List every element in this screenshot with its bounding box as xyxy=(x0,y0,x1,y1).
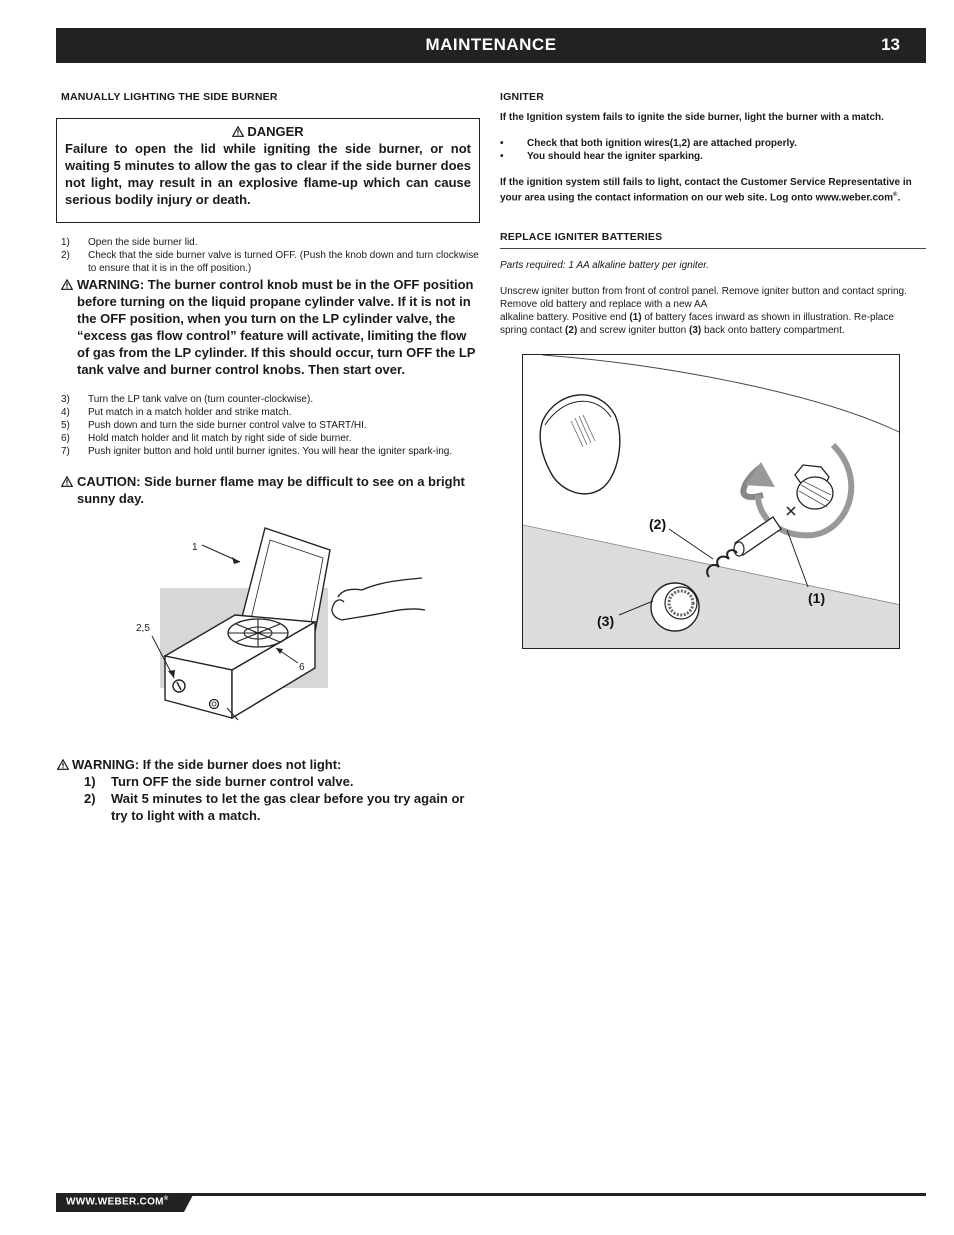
warning-not-lighting-heading: WARNING: If the side burner does not light: xyxy=(57,756,482,773)
list-item: 4) Put match in a match holder and strike match. xyxy=(61,407,292,418)
battery-instructions: Unscrew igniter button from front of control panel. Remove igniter button and contact spring. Remove old battery and replace with a new AA alkaline battery. Positive end (1) of battery faces inward as shown in illustration. Re-place spring contact (2) and screw igniter button (3) back onto battery compartment. xyxy=(500,286,907,336)
contact-text: If the ignition system still fails to light, contact the Customer Service Representative in your area using the contact information on our web site. Log onto www.weber.com®. xyxy=(500,177,912,204)
list-item: 2) Check that the side burner valve is turned OFF. (Push the knob down and turn clockwise to ensure that it is in the off position.) xyxy=(61,250,479,274)
list-item: • You should hear the igniter sparking. xyxy=(500,151,703,162)
bullet-icon: • xyxy=(500,138,504,149)
callout-1: (1) xyxy=(808,590,826,606)
page-title: MAINTENANCE xyxy=(425,35,557,54)
list-item: 1) Open the side burner lid. xyxy=(61,237,198,248)
caution-sunny-day: CAUTION: Side burner flame may be difficult to see on a bright sunny day. xyxy=(61,473,471,507)
footer-tab xyxy=(56,1193,194,1212)
figure-label-1: 1 xyxy=(192,542,198,553)
side-burner-illustration xyxy=(130,520,430,730)
control-knob xyxy=(540,395,620,494)
parts-required: Parts required: 1 AA alkaline battery per igniter. xyxy=(500,260,709,271)
list-item: 6) Hold match holder and lit match by right side of side burner. xyxy=(61,433,352,444)
list-item: 3) Turn the LP tank valve on (turn counter-clockwise). xyxy=(61,394,314,405)
footer-url[interactable]: WWW.WEBER.COM® xyxy=(66,1196,169,1208)
control-panel-surface xyxy=(523,525,900,649)
page-number: 13 xyxy=(881,35,900,54)
steps-list-b xyxy=(61,393,479,458)
warning-triangle-icon xyxy=(61,476,73,487)
warning-triangle-icon xyxy=(232,126,244,137)
igniter-intro: If the Ignition system fails to ignite the side burner, light the burner with a match. xyxy=(500,112,884,123)
section-title-igniter: IGNITER xyxy=(500,91,544,103)
igniter-battery-illustration xyxy=(522,354,900,649)
igniter-button xyxy=(210,700,219,709)
figure-label-6: 6 xyxy=(299,662,305,673)
danger-text: Failure to open the lid while igniting the side burner, or not waiting 5 minutes to allow the gas to clear if the side burner does not light, may result in an explosive flame-up which can cause serious bodily injury or death. xyxy=(65,141,471,207)
warning-triangle-icon xyxy=(61,279,73,290)
figure-label-2-5: 2,5 xyxy=(136,623,150,634)
hand-with-match xyxy=(338,578,425,620)
callout-2: (2) xyxy=(649,516,667,532)
igniter-checklist xyxy=(500,137,920,163)
danger-box xyxy=(56,118,480,223)
list-item: 1) Turn OFF the side burner control valve. xyxy=(84,774,354,789)
list-item: 5) Push down and turn the side burner control valve to START/HI. xyxy=(61,420,367,431)
list-item: 7) Push igniter button and hold until burner ignites. You will hear the igniter spark-ing. xyxy=(61,446,453,457)
steps-list-a xyxy=(61,236,479,275)
warning-not-lighting-list xyxy=(84,773,482,824)
bullet-icon: • xyxy=(500,151,504,162)
list-item: 2) Wait 5 minutes to let the gas clear before you try again or try to light with a match. xyxy=(84,791,465,823)
callout-3: (3) xyxy=(597,613,615,629)
warning-not-lighting xyxy=(57,756,482,824)
list-item: • Check that both ignition wires(1,2) are attached properly. xyxy=(500,138,797,149)
page-header xyxy=(56,28,926,63)
section-title-manual-lighting: MANUALLY LIGHTING THE SIDE BURNER xyxy=(61,91,278,103)
danger-heading: DANGER xyxy=(57,124,479,139)
warning-lp-cylinder: WARNING: The burner control knob must be in the OFF position before turning on the liquid propane cylinder valve. If it is not in the OFF position, when you turn on the LP cylinder valve, the “excess gas flow control” feature will activate, limiting the flow of gas from the LP cylinder. If this should occur, turn OFF the LP tank valve and burner control knobs. Then start over. xyxy=(61,276,481,378)
warning-triangle-icon xyxy=(57,759,69,770)
section-divider xyxy=(500,248,926,249)
section-title-replace-batteries: REPLACE IGNITER BATTERIES xyxy=(500,231,663,243)
